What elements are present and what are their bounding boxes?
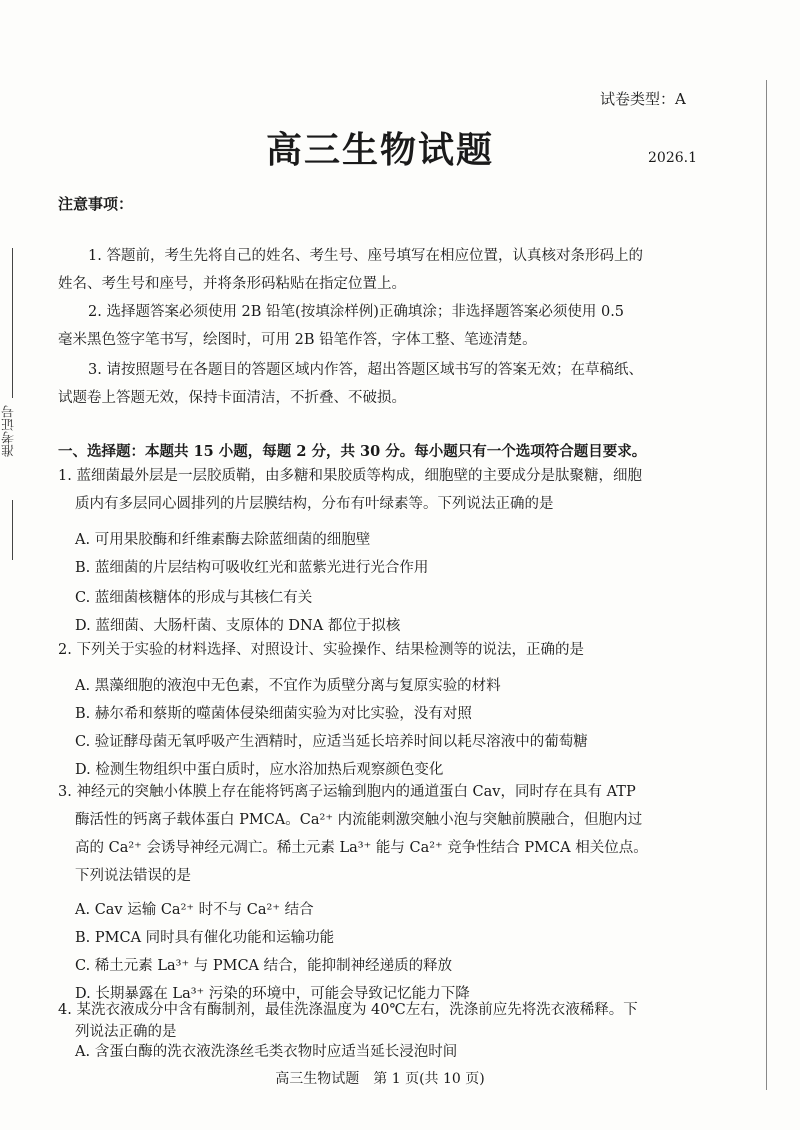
option-a: A. 含蛋白酶的洗衣液洗涤丝毛类衣物时应适当延长浸泡时间 <box>75 1044 458 1060</box>
page-title: 高三生物试题 <box>265 129 494 171</box>
option-d: D. 长期暴露在 La³⁺ 污染的环境中，可能会导致记忆能力下降 <box>75 986 470 1002</box>
binding-line-top <box>12 248 13 398</box>
notice-heading: 注意事项： <box>58 195 134 213</box>
question-stem: 3. 神经元的突触小体膜上存在能将钙离子运输到胞内的通道蛋白 Cav，同时存在具有 ATP <box>58 784 636 800</box>
question-stem: 高的 Ca²⁺ 会诱导神经元凋亡。稀土元素 La³⁺ 能与 Ca²⁺ 竞争性结合 PMCA 相关位点。 <box>75 840 648 856</box>
option-a: A. 黑藻细胞的液泡中无色素，不宜作为质壁分离与复原实验的材料 <box>75 678 501 694</box>
option-c: C. 稀土元素 La³⁺ 与 PMCA 结合，能抑制神经递质的释放 <box>75 958 453 974</box>
paper-type: 试卷类型：A <box>600 90 686 108</box>
notice-line: 姓名、考生号和座号，并将条形码粘贴在指定位置上。 <box>58 276 406 292</box>
question-stem: 列说法正确的是 <box>75 1024 177 1040</box>
option-b: B. PMCA 同时具有催化功能和运输功能 <box>75 930 335 946</box>
question-stem: 2. 下列关于实验的材料选择、对照设计、实验操作、结果检测等的说法，正确的是 <box>58 642 584 658</box>
option-d: D. 检测生物组织中蛋白质时，应水浴加热后观察颜色变化 <box>75 762 444 778</box>
option-b: B. 赫尔希和蔡斯的噬菌体侵染细菌实验为对比实验，没有对照 <box>75 706 472 722</box>
question-stem: 下列说法错误的是 <box>75 868 191 884</box>
notice-line: 毫米黑色签字笔书写，绘图时，可用 2B 铅笔作答，字体工整、笔迹清楚。 <box>58 332 537 348</box>
question-stem: 酶活性的钙离子载体蛋白 PMCA。Ca²⁺ 内流能刺激突触小泡与突触前膜融合，但胞内过 <box>75 812 643 828</box>
page-border-rule <box>766 80 767 1090</box>
notice-line: 1. 答题前，考生先将自己的姓名、考生号、座号填写在相应位置，认真核对条形码上的 <box>88 248 643 264</box>
option-a: A. 可用果胶酶和纤维素酶去除蓝细菌的细胞壁 <box>75 532 371 548</box>
notice-line: 3. 请按照题号在各题目的答题区域内作答，超出答题区域书写的答案无效；在草稿纸、 <box>88 362 643 378</box>
exam-date: 2026.1 <box>648 150 697 166</box>
side-label: 准考证号 <box>2 405 17 457</box>
question-stem: 质内有多层同心圆排列的片层膜结构，分布有叶绿素等。下列说法正确的是 <box>75 496 554 512</box>
question-stem: 1. 蓝细菌最外层是一层胶质鞘，由多糖和果胶质等构成，细胞壁的主要成分是肽聚糖，细胞 <box>58 468 642 484</box>
notice-line: 试题卷上答题无效，保持卡面清洁，不折叠、不破损。 <box>58 390 406 406</box>
option-a: A. Cav 运输 Ca²⁺ 时不与 Ca²⁺ 结合 <box>75 902 314 918</box>
page-footer: 高三生物试题 第 1 页(共 10 页) <box>275 1071 485 1087</box>
notice-line: 2. 选择题答案必须使用 2B 铅笔(按填涂样例)正确填涂；非选择题答案必须使用 0.5 <box>88 304 625 320</box>
question-stem: 4. 某洗衣液成分中含有酶制剂，最佳洗涤温度为 40℃左右，洗涤前应先将洗衣液稀释。下 <box>58 1002 638 1018</box>
option-b: B. 蓝细菌的片层结构可吸收红光和蓝紫光进行光合作用 <box>75 560 429 576</box>
section-heading: 一、选择题：本题共 15 小题，每题 2 分，共 30 分。每小题只有一个选项符合题目要求。 <box>58 443 647 460</box>
option-c: C. 验证酵母菌无氧呼吸产生酒精时，应适当延长培养时间以耗尽溶液中的葡萄糖 <box>75 734 588 750</box>
binding-line-bottom <box>12 500 13 560</box>
option-c: C. 蓝细菌核糖体的形成与其核仁有关 <box>75 590 313 606</box>
option-d: D. 蓝细菌、大肠杆菌、支原体的 DNA 都位于拟核 <box>75 618 401 634</box>
